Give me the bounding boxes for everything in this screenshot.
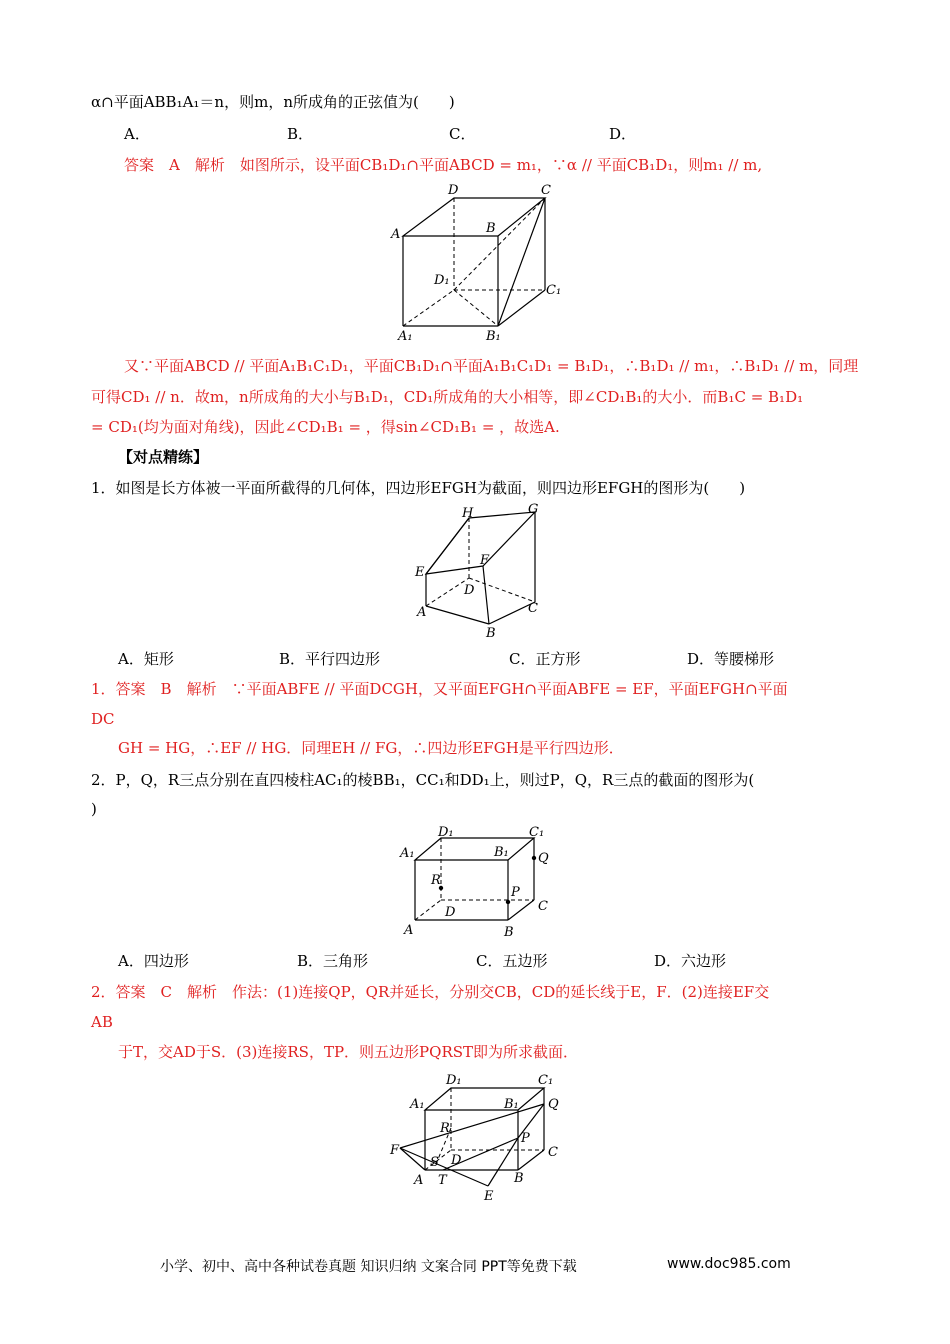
label-t: T xyxy=(438,1173,447,1188)
q2-answer-line1b: AB xyxy=(91,1013,113,1031)
label-c1: C₁ xyxy=(538,1073,554,1088)
q2-option-c: C．五边形 xyxy=(476,952,548,970)
label-e: E xyxy=(484,1189,494,1203)
label-d1: D₁ xyxy=(438,825,454,840)
label-h: H xyxy=(462,506,474,521)
label-r: R xyxy=(440,1121,450,1136)
label-a: A xyxy=(404,923,414,938)
label-b1: B₁ xyxy=(486,329,501,344)
label-c: C xyxy=(541,183,551,198)
q1-option-c: C．正方形 xyxy=(509,650,581,668)
label-b: B xyxy=(486,626,496,641)
label-s: S xyxy=(430,1155,439,1170)
q2-answer-line1: 2．答案 C 解析 作法：(1)连接QP，QR并延长，分别交CB，CD的延长线于E，F．(2)连接EF交 xyxy=(91,983,770,1001)
label-a1: A₁ xyxy=(398,329,413,344)
question-tail: α∩平面ABB₁A₁＝n，则m，n所成角的正弦值为( ) xyxy=(91,93,455,111)
label-c: C xyxy=(528,601,538,616)
label-a1: A₁ xyxy=(400,846,415,861)
label-b1: B₁ xyxy=(494,845,509,860)
option-c: C． xyxy=(449,125,476,143)
label-p: P xyxy=(521,1131,530,1146)
q2-stem-close: ) xyxy=(91,800,97,818)
label-c: C xyxy=(548,1145,558,1160)
label-f: F xyxy=(480,553,490,568)
label-c: C xyxy=(538,899,548,914)
option-a: A． xyxy=(124,125,150,143)
label-a: A xyxy=(414,1173,424,1188)
label-b1: B₁ xyxy=(504,1097,519,1112)
answer-intro-line3: 可得CD₁ // n．故m，n所成角的大小与B₁D₁，CD₁所成角的大小相等，即∠CD₁B₁的大小．而B₁C = B₁D₁ xyxy=(91,388,804,406)
answer-intro-line1: 答案 A 解析 如图所示，设平面CB₁D₁∩平面ABCD = m₁，∵α // 平面CB₁D₁，则m₁ // m, xyxy=(124,156,763,174)
label-d1: D₁ xyxy=(434,273,450,288)
label-a: A xyxy=(417,605,427,620)
label-d1: D₁ xyxy=(446,1073,462,1088)
q2-option-b: B．三角形 xyxy=(297,952,369,970)
q1-answer-line1b: DC xyxy=(91,710,115,728)
label-g: G xyxy=(528,502,539,517)
answer-intro-line4: = CD₁(均为面对角线)，因此∠CD₁B₁ = ，得sin∠CD₁B₁ = ，故选A. xyxy=(91,418,560,436)
q2-stem: 2．P，Q，R三点分别在直四棱柱AC₁的棱BB₁，CC₁和DD₁上，则过P，Q，R三点的截面的图形为( xyxy=(91,771,755,789)
label-b: B xyxy=(504,925,514,939)
q1-stem: 1．如图是长方体被一平面所截得的几何体，四边形EFGH为截面，则四边形EFGH的图形为( ) xyxy=(91,479,746,497)
q1-answer-line2: GH = HG，∴EF // HG．同理EH // FG，∴四边形EFGH是平行四边形． xyxy=(118,739,624,757)
answer-intro-line2: 又∵平面ABCD // 平面A₁B₁C₁D₁，平面CB₁D₁∩平面A₁B₁C₁D₁ = B₁D₁，∴B₁D₁ // m₁，∴B₁D₁ // m，同理 xyxy=(124,357,859,375)
label-q: Q xyxy=(538,851,549,866)
label-p: P xyxy=(511,885,520,900)
label-a: A xyxy=(391,227,401,242)
section-title: 【对点精练】 xyxy=(118,448,209,466)
q1-answer-line1: 1．答案 B 解析 ∵平面ABFE // 平面DCGH，又平面EFGH∩平面ABFE = EF，平面EFGH∩平面 xyxy=(91,680,788,698)
label-c1: C₁ xyxy=(529,825,545,840)
q1-option-a: A．矩形 xyxy=(118,650,174,668)
section-construction-figure xyxy=(388,1068,588,1203)
label-a1: A₁ xyxy=(410,1097,425,1112)
footer-tagline: 小学、初中、高中各种试卷真题 知识归纳 文案合同 PPT等免费下载 xyxy=(160,1259,577,1275)
footer-link[interactable]: www.doc985.com xyxy=(667,1256,791,1272)
label-d: D xyxy=(445,905,456,920)
prism-pqr-figure xyxy=(398,824,563,939)
label-d: D xyxy=(464,583,475,598)
option-d: D． xyxy=(609,125,637,143)
label-r: R xyxy=(431,873,441,888)
q2-answer-line2: 于T，交AD于S．(3)连接RS，TP．则五边形PQRST即为所求截面． xyxy=(118,1043,579,1061)
label-q: Q xyxy=(548,1097,559,1112)
prism-cut-figure xyxy=(408,502,558,642)
label-d: D xyxy=(448,183,459,198)
q1-option-d: D．等腰梯形 xyxy=(687,650,775,668)
q2-option-d: D．六边形 xyxy=(654,952,727,970)
q2-option-a: A．四边形 xyxy=(118,952,189,970)
q1-option-b: B．平行四边形 xyxy=(279,650,381,668)
label-e: E xyxy=(415,565,425,580)
label-d: D xyxy=(451,1153,462,1168)
label-c1: C₁ xyxy=(546,283,562,298)
option-b: B． xyxy=(287,125,314,143)
cube-figure xyxy=(388,180,588,345)
label-f: F xyxy=(390,1143,400,1158)
label-b: B xyxy=(486,221,496,236)
label-b: B xyxy=(514,1171,524,1186)
